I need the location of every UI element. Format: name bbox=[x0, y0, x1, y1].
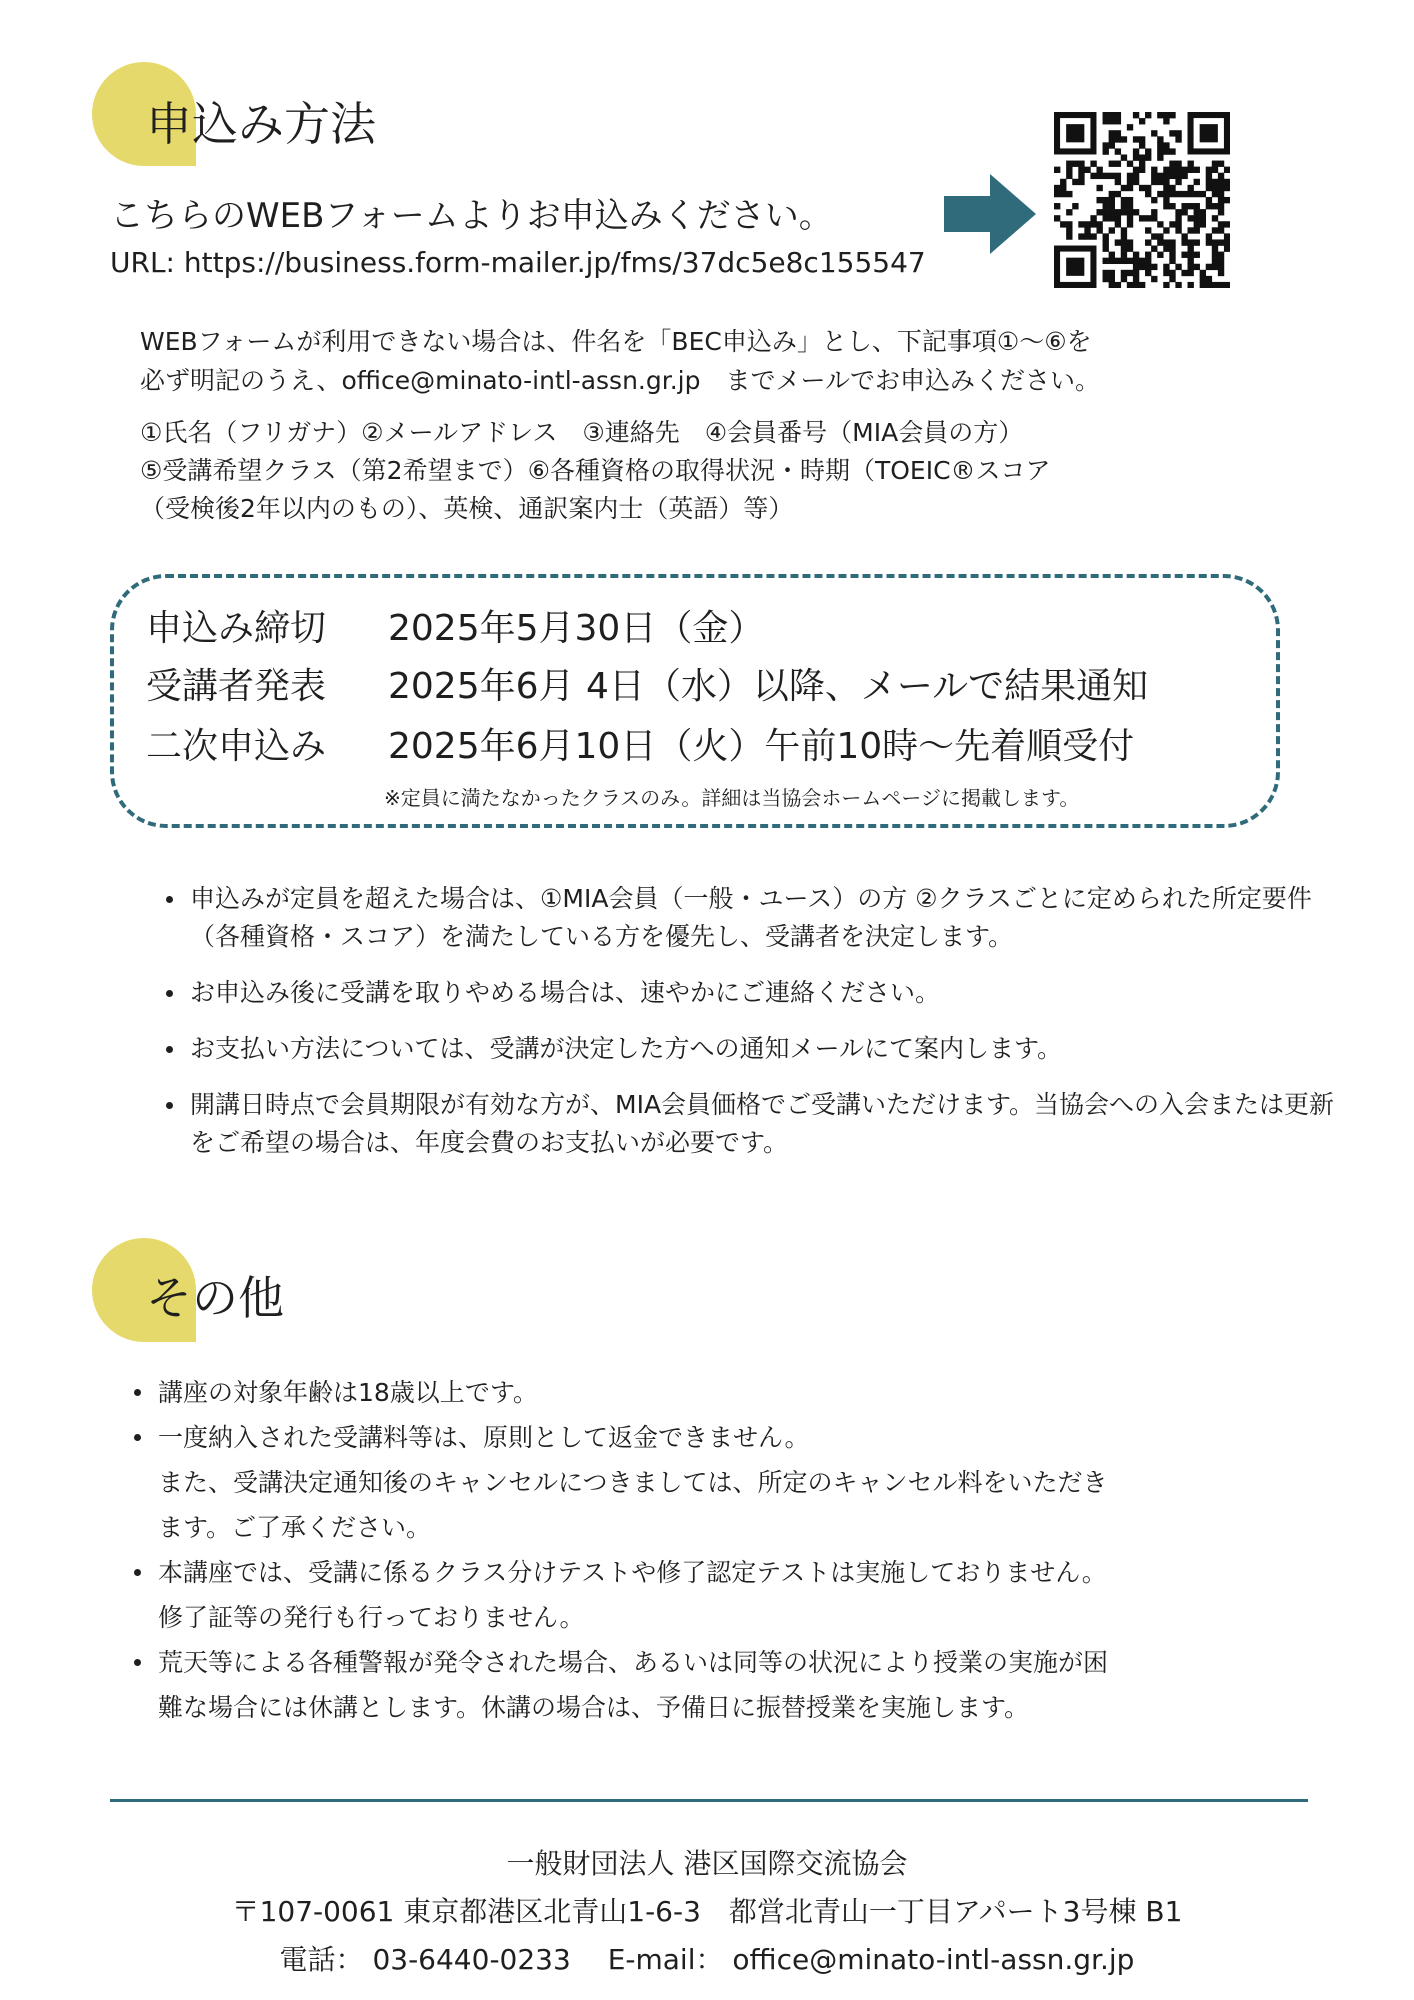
list-item: 講座の対象年齢は18歳以上です。 bbox=[158, 1370, 1268, 1415]
list-item: 荒天等による各種警報が発令された場合、あるいは同等の状況により授業の実施が困 難な場合には休講とします。休講の場合は、予備日に振替授業を実施します。 bbox=[158, 1640, 1268, 1730]
required-fields-line: ①氏名（フリガナ）②メールアドレス ③連絡先 ④会員番号（MIA会員の方） bbox=[140, 418, 1024, 447]
deadline-row-application bbox=[146, 600, 764, 651]
footer-address: 〒107-0061 東京都港区北青山1-6-3 都営北青山一丁目アパート3号棟 B1 bbox=[231, 1895, 1183, 1928]
apply-lead-text: こちらのWEBフォームよりお申込みください。 bbox=[110, 196, 833, 236]
list-item: 開講日時点で会員期限が有効な方が、MIA会員価格でご受講いただけます。当協会への入会または更新をご希望の場合は、年度会費のお支払いが必要です。 bbox=[190, 1086, 1340, 1162]
deadline-box bbox=[110, 574, 1280, 828]
arrow-right-icon bbox=[944, 174, 1036, 254]
instructions-line: WEBフォームが利用できない場合は、件名を「BEC申込み」とし、下記事項①～⑥を bbox=[140, 327, 1092, 356]
footer-org-name: 一般財団法人 港区国際交流協会 bbox=[506, 1847, 908, 1880]
list-item: お申込み後に受講を取りやめる場合は、速やかにご連絡ください。 bbox=[190, 974, 1340, 1012]
apply-notes-list bbox=[190, 880, 1340, 1180]
section-title-apply: 申込み方法 bbox=[146, 97, 376, 151]
required-fields-line: ⑤受講希望クラス（第2希望まで）⑥各種資格の取得状況・時期（TOEIC®スコア bbox=[140, 456, 1051, 485]
deadline-row-second-round bbox=[146, 718, 1134, 769]
instructions-line: 必ず明記のうえ、office@minato-intl-assn.gr.jp までメールでお申込みください。 bbox=[140, 366, 1100, 395]
footer-divider bbox=[110, 1799, 1308, 1802]
footer-contact: 電話： 03-6440-0233 E-mail： office@minato-intl-assn.gr.jp bbox=[279, 1943, 1135, 1976]
list-item: 申込みが定員を超えた場合は、①MIA会員（一般・ユース）の方 ②クラスごとに定められた所定要件（各種資格・スコア）を満たしている方を優先し、受講者を決定します。 bbox=[190, 880, 1340, 956]
list-item: 一度納入された受講料等は、原則として返金できません。 また、受講決定通知後のキャンセルにつきましては、所定のキャンセル料をいただき ます。ご了承ください。 bbox=[158, 1415, 1268, 1550]
deadline-note: ※定員に満たなかったクラスのみ。詳細は当協会ホームページに掲載します。 bbox=[384, 786, 1080, 810]
qr-code-icon[interactable] bbox=[1054, 112, 1230, 288]
deadline-label: 受講者発表 bbox=[146, 666, 327, 707]
deadline-value: 2025年5月30日（金） bbox=[388, 608, 765, 649]
required-fields-list bbox=[140, 414, 1300, 528]
deadline-value: 2025年6月10日（火）午前10時～先着順受付 bbox=[388, 726, 1135, 767]
deadline-row-announcement bbox=[146, 658, 1148, 709]
deadline-label: 二次申込み bbox=[146, 726, 327, 767]
list-item: お支払い方法については、受講が決定した方への通知メールにて案内します。 bbox=[190, 1030, 1340, 1068]
deadline-value: 2025年6月 4日（水）以降、メールで結果通知 bbox=[388, 666, 1149, 707]
section-title-other: その他 bbox=[146, 1271, 284, 1325]
list-item: 本講座では、受講に係るクラス分けテストや修了認定テストは実施しておりません。 修了証等の発行も行っておりません。 bbox=[158, 1550, 1268, 1640]
deadline-label: 申込み締切 bbox=[146, 608, 327, 649]
other-notes-list bbox=[158, 1370, 1268, 1730]
apply-form-url[interactable]: URL: https://business.form-mailer.jp/fms/37dc5e8c155547 bbox=[110, 246, 926, 279]
required-fields-line: （受検後2年以内のもの）、英検、通訳案内士（英語）等） bbox=[140, 494, 794, 523]
apply-instructions bbox=[140, 322, 1300, 400]
